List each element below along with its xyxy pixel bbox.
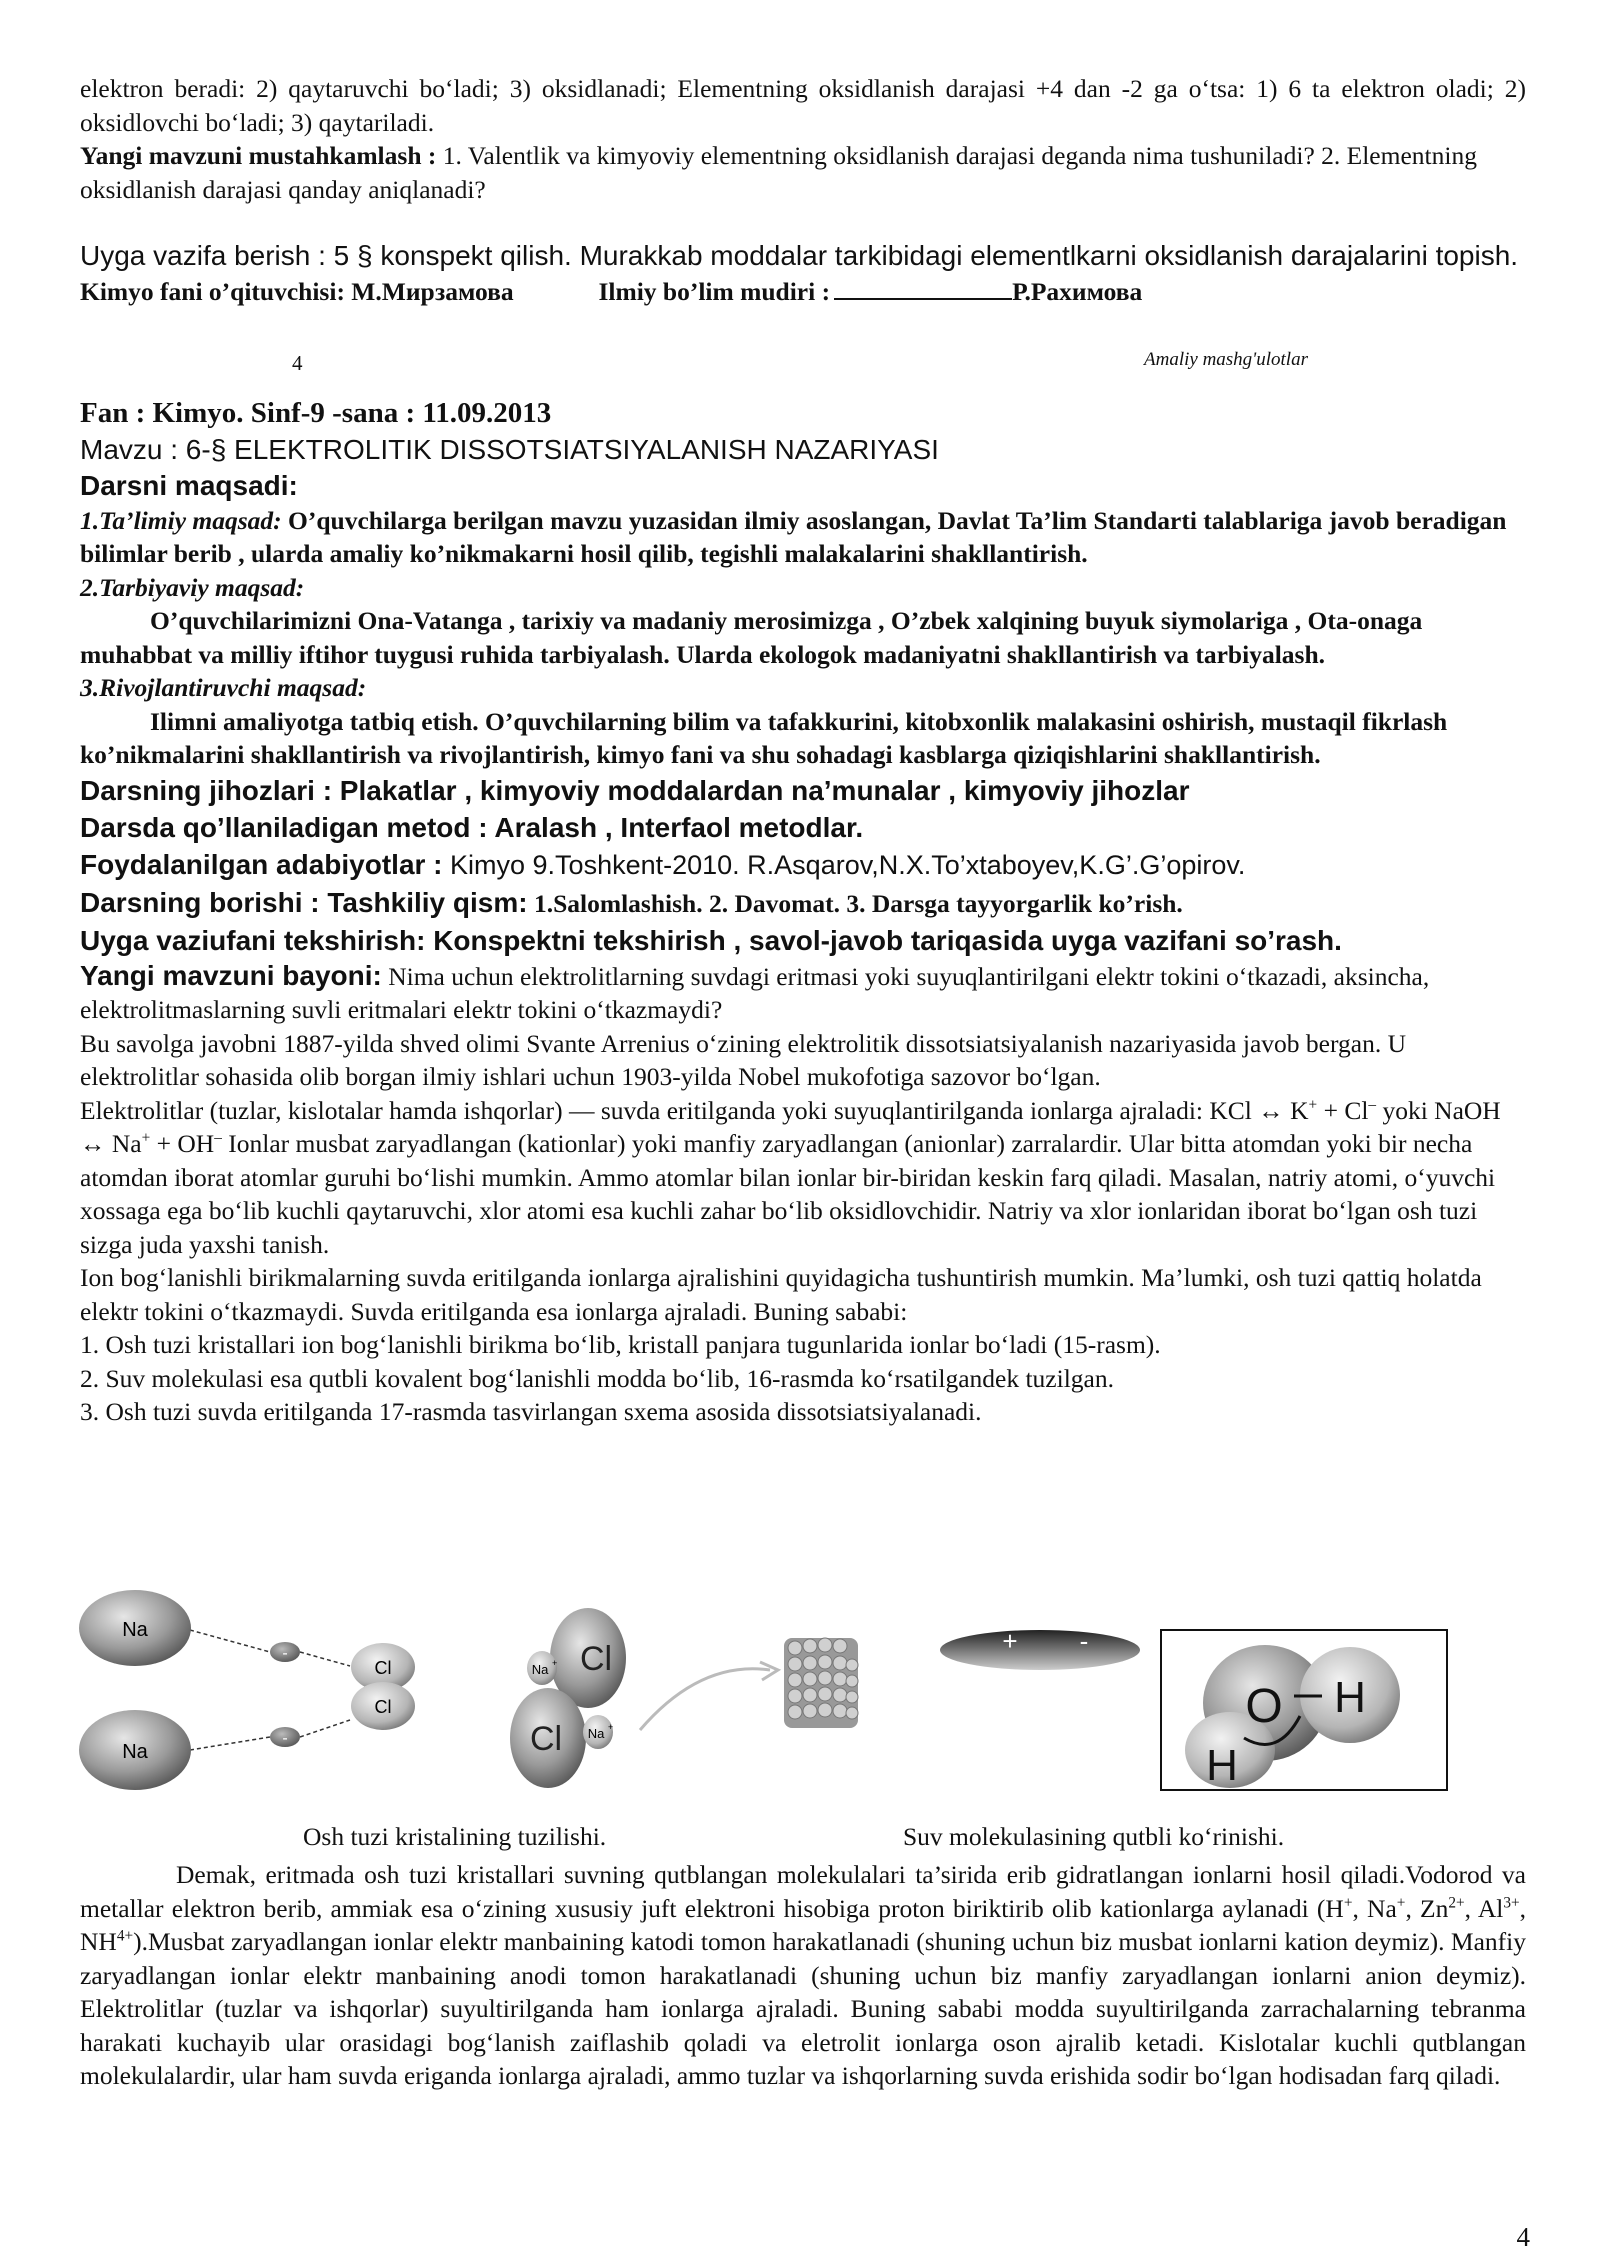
closing-section (80, 1858, 1526, 2093)
text-segment: + OH (150, 1129, 215, 1158)
adabiyot-text: Kimyo 9.Toshkent-2010. R.Asqarov,N.X.To’xtaboyev,K.G’.G’opirov. (442, 849, 1246, 880)
text-segment: Ionlar musbat zaryadlangan (kationlar) yoki manfiy zaryadlangan (anionlar) zarralardir. Ular bitta atomdan yoki bir necha atomdan iborat atomlar guruhi bo‘lishi mumkin. Ammo atomlar bilan ionlar bir-biridan keskin farq qiladi. Masalan, natriy atomi, o‘yuvchi xossaga ega bo‘lib kuchli qaytaruvchi, xlor atomi esa kuchli zahar bo‘lib oksidlovchidir. Natriy va xlor ionlaridan iborat bo‘lgan osh tuzi sizga juda yaxshi tanish. (80, 1129, 1496, 1259)
na-ion-charge: + (608, 1722, 614, 1732)
o-label: O (1245, 1680, 1283, 1733)
polarity-bar (940, 1626, 1140, 1670)
crystal-lattice-icon (784, 1638, 858, 1728)
bayoni-label: Yangi mavzuni bayoni: (80, 959, 382, 991)
bayoni-text: Nima uchun elektrolitlarning suvdagi eritmasi yoki suyuqlantirilgani elektr tokini o‘tkazadi, aksincha, elektrolitmaslarning suvli eritmalari elektr tokini o‘tkazmaydi? (80, 961, 1430, 1024)
text-segment: + Cl (1317, 1095, 1369, 1125)
cl-ion-label: Cl (529, 1720, 563, 1758)
borishi-text: 1.Salomlashish. 2. Davomat. 3. Darsga tayyorgarlik ko’rish. (527, 888, 1183, 918)
lesson-mavzu: Mavzu : 6-§ ELEKTROLITIK DISSOTSIATSIYALANISH NAZARIYASI (80, 433, 939, 465)
na-ion-label: Na (587, 1726, 605, 1741)
section-header (80, 309, 1526, 395)
paragraph-uyga: Uyga vazifa berish : 5 § konspekt qilish. Murakkab moddalar tarkibidagi elementlkarni oksidlanish darajalarini topish. (80, 240, 1519, 271)
signature-blank (834, 274, 1012, 300)
lesson-fan: Fan : Kimyo. Sinf-9 -sana : 11.09.2013 (80, 396, 552, 429)
superscript: 4+ (116, 1927, 134, 1945)
lesson-metod: Darsda qo’llaniladigan metod : Aralash , Interfaol metodlar. (80, 811, 864, 843)
superscript: + (1396, 1894, 1406, 1911)
superscript: – (1368, 1096, 1377, 1113)
rivojlantiruvchi-label: 3.Rivojlantiruvchi maqsad: (80, 673, 367, 702)
superscript: + (1343, 1894, 1353, 1911)
lesson-tekshirish: Uyga vaziufani tekshirish: Konspektni tekshirish , savol-javob tariqasida uyga vazifani so’rash. (80, 924, 1342, 956)
text-segment: , Zn (1405, 1893, 1449, 1923)
na-ion-label: Na (531, 1662, 549, 1677)
h-label: H (1334, 1673, 1366, 1722)
lesson-borishi (80, 884, 1526, 922)
text-segment: , Na (1352, 1893, 1397, 1923)
arrow-icon (640, 1669, 770, 1730)
cl-label: Cl (374, 1658, 392, 1678)
paragraph-demak (80, 1858, 1526, 2093)
h-label: H (1206, 1741, 1238, 1790)
water-molecule-diagram (1161, 1630, 1447, 1790)
nacl-ions-diagram (510, 1608, 858, 1788)
head-label: Ilmiy bo’lim mudiri : (598, 277, 831, 306)
list-item-2: 2. Suv molekulasi esa qutbli kovalent bog‘lanishli modda bo‘lib, 16-rasmda ko‘rsatilgandek tuzilgan. (80, 1363, 1114, 1393)
mustahkam-label: Yangi mavzuni mustahkamlash : (80, 141, 437, 170)
paragraph-talimiy (80, 504, 1526, 571)
paragraph-bayoni (80, 959, 1526, 1027)
cl-ion-label: Cl (579, 1640, 613, 1678)
list-item-1: 1. Osh tuzi kristallari ion bog‘lanishli birikma bo‘lib, kristall panjara tugunlarida ionlar bo‘ladi (15-rasm). (80, 1330, 1161, 1359)
lesson-adabiyot (80, 846, 1526, 884)
teacher-signature: Kimyo fani o’qituvchisi: М.Мирзамова (80, 277, 514, 306)
page-number: 4 (1516, 2222, 1530, 2252)
figures-row (0, 1590, 1600, 1810)
adabiyot-label: Foydalanilgan adabiyotlar : (80, 848, 443, 880)
tarbiyaviy-text: O’quvchilarimizni Ona-Vatanga , tarixiy va madaniy merosimizga , O’zbek xalqining buyuk siymolariga , Ota-onaga muhabbat va milliy iftihor tuygusi ruhida tarbiyalash. Ularda ekologok madaniyatni shakllantirish va tarbiyalash. (80, 606, 1423, 669)
na-label: Na (122, 1741, 148, 1763)
plus-sign: + (1002, 1626, 1018, 1656)
paragraph-ion-boglanish: Ion bog‘lanishli birikmalarning suvda eritilganda ionlarga ajralishini quyidagicha tushuntirish mumkin. Ma’lumki, osh tuzi qattiq holatda elektr tokini o‘tkazmaydi. Suvda eritilganda esa ionlarga ajraladi. Buning sababi: (80, 1263, 1482, 1326)
head-name: Р.Рахимова (1012, 277, 1143, 306)
superscript: + (141, 1129, 151, 1147)
talimiy-text: O’quvchilarga berilgan mavzu yuzasidan ilmiy asoslangan, Davlat Ta’lim Standarti talablariga javob beradigan bilimlar berib , ularda amaliy ko’nikmakarni hosil qilib, tegishli malakalarini shakllantirish. (80, 505, 1507, 568)
document-page (80, 72, 1526, 1429)
lesson-jihozlari: Darsning jihozlari : Plakatlar , kimyoviy moddalardan na’munalar , kimyoviy jihozlar (80, 774, 1190, 806)
superscript: + (1308, 1096, 1318, 1113)
signature-line (80, 274, 1526, 309)
cl-label: Cl (374, 1697, 392, 1717)
tarbiyaviy-label: 2.Tarbiyaviy maqsad: (80, 572, 305, 602)
figures-illustration (0, 1590, 1600, 1810)
header-number: 4 (292, 350, 303, 375)
paragraph-elektrolitlar (80, 1094, 1526, 1262)
electron-minus: - (282, 1645, 288, 1662)
header-amaliy: Amaliy mashg'ulotlar (1144, 348, 1308, 370)
text-segment: ).Musbat zaryadlangan ionlar elektr manbaining katodi tomon harakatlanadi (shuning uchun biz musbat ionlarni kation deymiz). Manfiy zaryadlangan ionlar elektr manbaining anodi tomon harakatlanadi (shuning uchun biz manfiy zaryadlangan ionlarni anion deymiz). Elektrolitlar (tuzlar va ishqorlar) suyultirilganda ham ionlarga ajraladi. Buning sababi modda suyultirilganda zarrachalarning tebranma harakati kuchayib ular orasidagi bog‘lanish zaiflashib qoladi va eletrolit ionlarga oson ajralib ketadi. Kislotalar kuchli qutblangan molekulalardir, ular ham suvda eriganda ionlarga ajraladi, ammo tuzlar va ishqorlarning suvda erishida sodir bo‘lgan hodisadan farq qiladi. (80, 1927, 1526, 2090)
paragraph-mustahkam (80, 139, 1526, 206)
text-segment: Demak, eritmada osh tuzi kristallari suvning qutblangan molekulalari ta’sirida erib gidratlangan ionlarni hosil qiladi.Vodorod va metallar elektron berib, ammiak esa o‘zining xususiy juft elektroni hisobiga proton biriktirib olib kationlarga aylanadi (H (80, 1860, 1526, 1923)
lesson-maqsadi: Darsni maqsadi: (80, 469, 298, 501)
caption-suv: Suv molekulasining qutbli ko‘rinishi. (903, 1822, 1285, 1851)
na-label: Na (122, 1619, 148, 1641)
caption-osh-tuzi: Osh tuzi kristalining tuzilishi. (303, 1822, 607, 1851)
na-ion-charge: + (552, 1658, 558, 1668)
electron-minus: - (282, 1730, 288, 1747)
text-segment: , Al (1464, 1893, 1504, 1923)
superscript: 2+ (1448, 1894, 1465, 1911)
paragraph-top: elektron beradi: 2) qaytaruvchi bo‘ladi; 3) oksidlanadi; Elementning oksidlanish darajasi +4 dan -2 ga o‘tsa: 1) 6 ta elektron oladi; 2) oksidlovchi bo‘ladi; 3) qaytariladi. (80, 74, 1526, 137)
borishi-label: Darsning borishi : Tashkiliy qism: (80, 886, 528, 918)
text-segment: , NH (80, 1893, 1527, 1956)
list-item-3: 3. Osh tuzi suvda eritilganda 17-rasmda tasvirlangan sxema asosida dissotsiatsiyalanadi. (80, 1397, 982, 1426)
mustahkam-text: 1. Valentlik va kimyoviy elementning oksidlanish darajasi deganda nima tushuniladi? 2. Elementning oksidlanish darajasi qanday aniqlanadi? (80, 141, 1477, 204)
superscript: – (214, 1129, 222, 1147)
nacl-bond-diagram (79, 1590, 415, 1790)
paragraph-arrenius: Bu savolga javobni 1887-yilda shved olimi Svante Arrenius o‘zining elektrolitik dissotsiatsiyalanish nazariyasida javob bergan. U elektrolitlar sohasida olib borgan ilmiy ishlari uchun 1903-yilda Nobel mukofotiga sazovor bo‘lgan. (80, 1028, 1406, 1091)
rivojlantiruvchi-text: Ilimni amaliyotga tatbiq etish. O’quvchilarning bilim va tafakkurini, kitobxonlik malakasini oshirish, mustaqil fikrlash ko’nikmalarini shakllantirish va rivojlantirish, kimyo fani va shu sohadagi kasblarga qiziqishlarini shakllantirish. (80, 706, 1448, 769)
minus-sign: - (1079, 1626, 1089, 1656)
superscript: 3+ (1503, 1894, 1520, 1911)
text-segment: Elektrolitlar (tuzlar, kislotalar hamda ishqorlar) — suvda eritilganda yoki suyuqlantirilganda ionlarga ajraladi: KCl ↔ K (80, 1095, 1309, 1125)
talimiy-label: 1.Ta’limiy maqsad: (80, 505, 282, 535)
text-segment: yoki NaOH ↔ Na (80, 1095, 1501, 1158)
